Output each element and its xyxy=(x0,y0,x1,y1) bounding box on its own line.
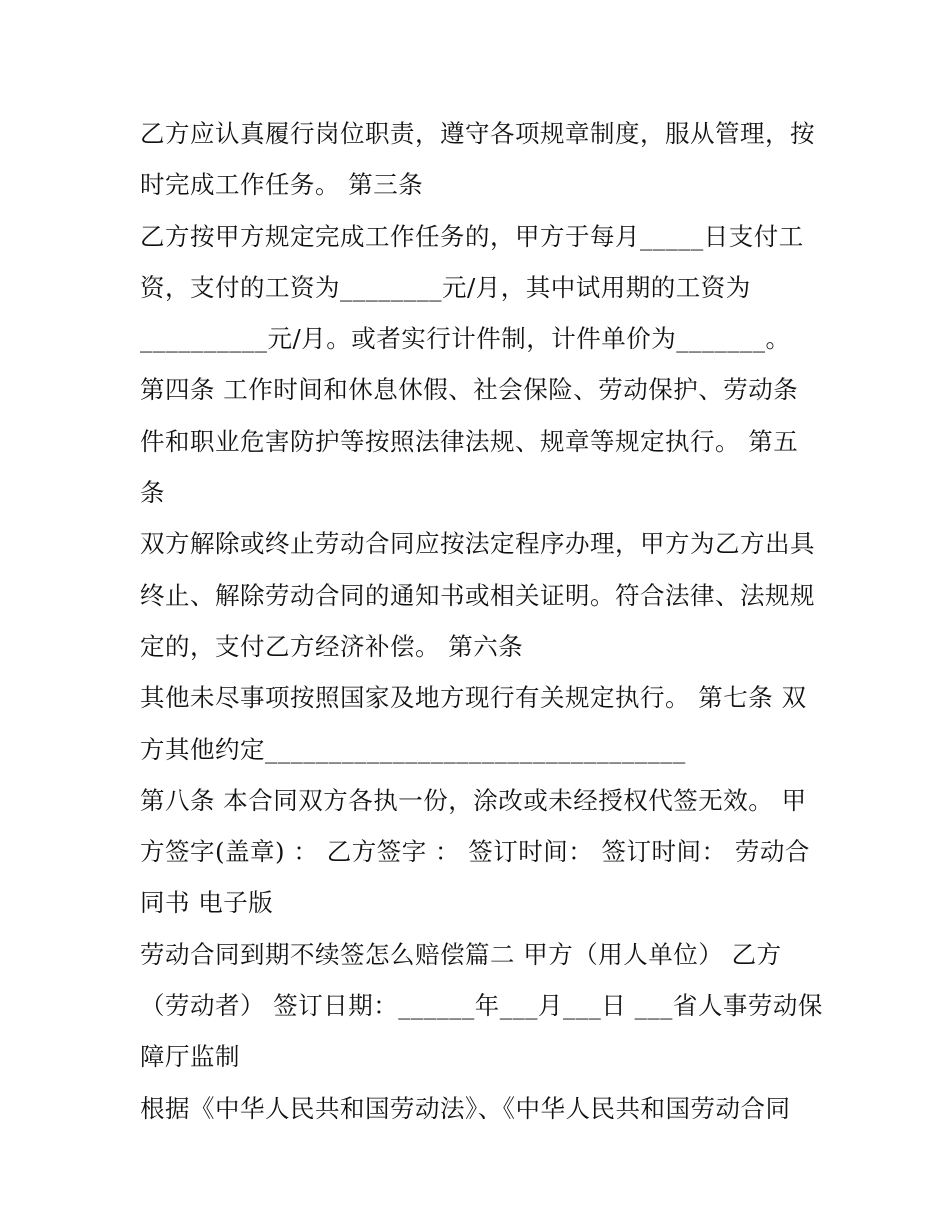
text-line: 资，支付的工资为________元/月，其中试用期的工资为 xyxy=(140,272,751,302)
text-line: 根据《中华人民共和国劳动法》、《中华人民共和国劳动合同 xyxy=(140,1093,791,1123)
text-line: 方签字(盖章) ： 乙方签字 ： 签订时间： 签订时间： 劳动合 xyxy=(140,837,810,867)
text-line: 障厅监制 xyxy=(140,1042,240,1072)
text-line: 劳动合同到期不续签怎么赔偿篇二 甲方（用人单位） 乙方 xyxy=(140,939,782,969)
text-line: 件和职业危害防护等按照法律法规、规章等规定执行。 第五 xyxy=(140,426,799,456)
text-line: 双方解除或终止劳动合同应按法定程序办理，甲方为乙方出具 xyxy=(140,529,815,559)
text-line: 第四条 工作时间和休息休假、社会保险、劳动保护、劳动条 xyxy=(140,375,799,405)
document-body xyxy=(140,108,823,1134)
text-line: __________元/月。或者实行计件制，计件单价为_______。 xyxy=(140,324,791,354)
text-line: 定的，支付乙方经济补偿。 第六条 xyxy=(140,631,524,661)
text-line: 乙方按甲方规定完成工作任务的，甲方于每月_____日支付工 xyxy=(140,221,804,251)
text-line: 其他未尽事项按照国家及地方现行有关规定执行。 第七条 双 xyxy=(140,683,807,713)
text-line: 终止、解除劳动合同的通知书或相关证明。符合法律、法规规 xyxy=(140,580,815,610)
text-line: 第八条 本合同双方各执一份，涂改或未经授权代签无效。 甲 xyxy=(140,785,807,815)
text-line: 条 xyxy=(140,478,165,508)
text-line: 方其他约定_________________________________ xyxy=(140,734,686,764)
text-line: 同书 电子版 xyxy=(140,888,274,918)
text-line: （劳动者） 签订日期：______年___月___日 ___省人事劳动保 xyxy=(140,991,823,1021)
text-line: 乙方应认真履行岗位职责，遵守各项规章制度，服从管理，按 xyxy=(140,119,815,148)
text-line: 时完成工作任务。 第三条 xyxy=(140,170,424,200)
